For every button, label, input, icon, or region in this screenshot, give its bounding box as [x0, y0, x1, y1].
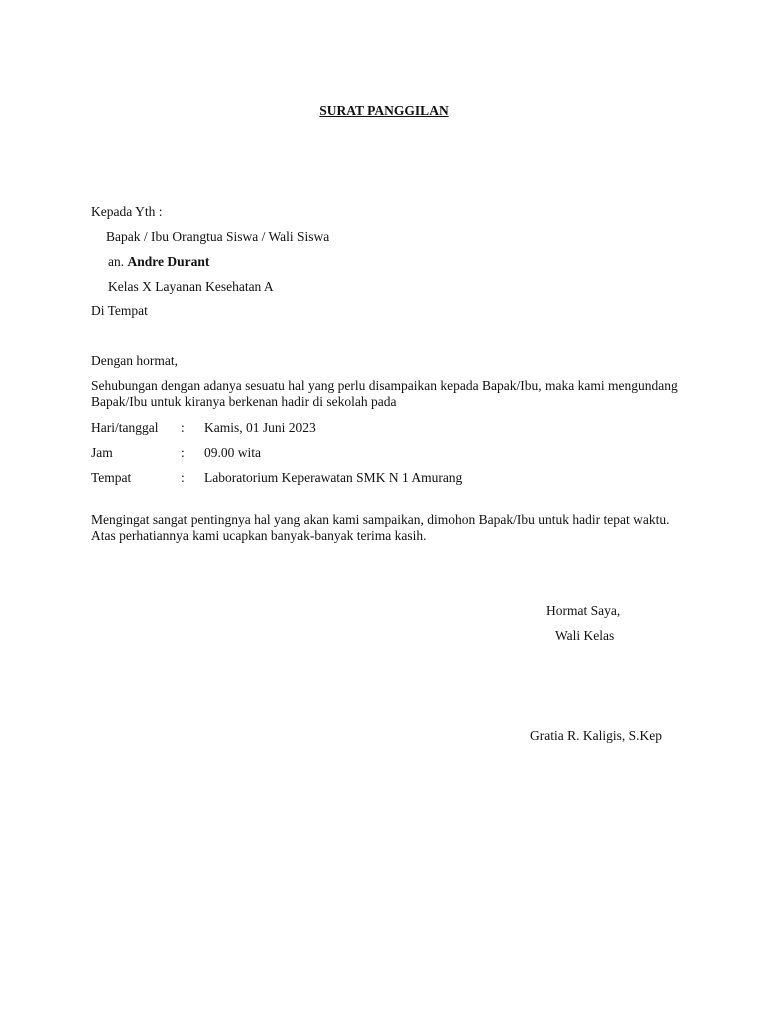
greeting: Dengan hormat,: [91, 353, 178, 368]
detail-label-date: Hari/tanggal: [91, 420, 159, 435]
detail-sep: :: [181, 470, 185, 485]
signature-hormat: Hormat Saya,: [546, 603, 621, 618]
recipient-line: Bapak / Ibu Orangtua Siswa / Wali Siswa: [106, 229, 330, 244]
student-name: Andre Durant: [127, 254, 210, 269]
signature-name: Gratia R. Kaligis, S.Kep: [530, 728, 662, 743]
recipient-class: Kelas X Layanan Kesehatan A: [108, 279, 274, 294]
recipient-heading: Kepada Yth :: [91, 204, 163, 219]
an-prefix: an.: [108, 254, 125, 269]
detail-sep: :: [181, 445, 185, 460]
recipient-place: Di Tempat: [91, 303, 148, 318]
detail-value-date: Kamis, 01 Juni 2023: [204, 420, 316, 435]
recipient-name-line: [108, 254, 209, 270]
detail-label-time: Jam: [91, 445, 113, 460]
intro-paragraph: Sehubungan dengan adanya sesuatu hal yang perlu disampaikan kepada Bapak/Ibu, maka kami mengundang Bapak/Ibu untuk kiranya berkenan hadir di sekolah pada: [91, 378, 678, 409]
closing-paragraph: Mengingat sangat pentingnya hal yang akan kami sampaikan, dimohon Bapak/Ibu untuk hadir tepat waktu. Atas perhatiannya kami ucapkan banyak-banyak terima kasih.: [91, 512, 670, 543]
detail-label-place: Tempat: [91, 470, 132, 485]
signature-role: Wali Kelas: [555, 628, 615, 643]
detail-value-place: Laboratorium Keperawatan SMK N 1 Amurang: [204, 470, 463, 485]
detail-sep: :: [181, 420, 185, 435]
letter-title: SURAT PANGGILAN: [319, 103, 449, 118]
detail-value-time: 09.00 wita: [204, 445, 261, 460]
